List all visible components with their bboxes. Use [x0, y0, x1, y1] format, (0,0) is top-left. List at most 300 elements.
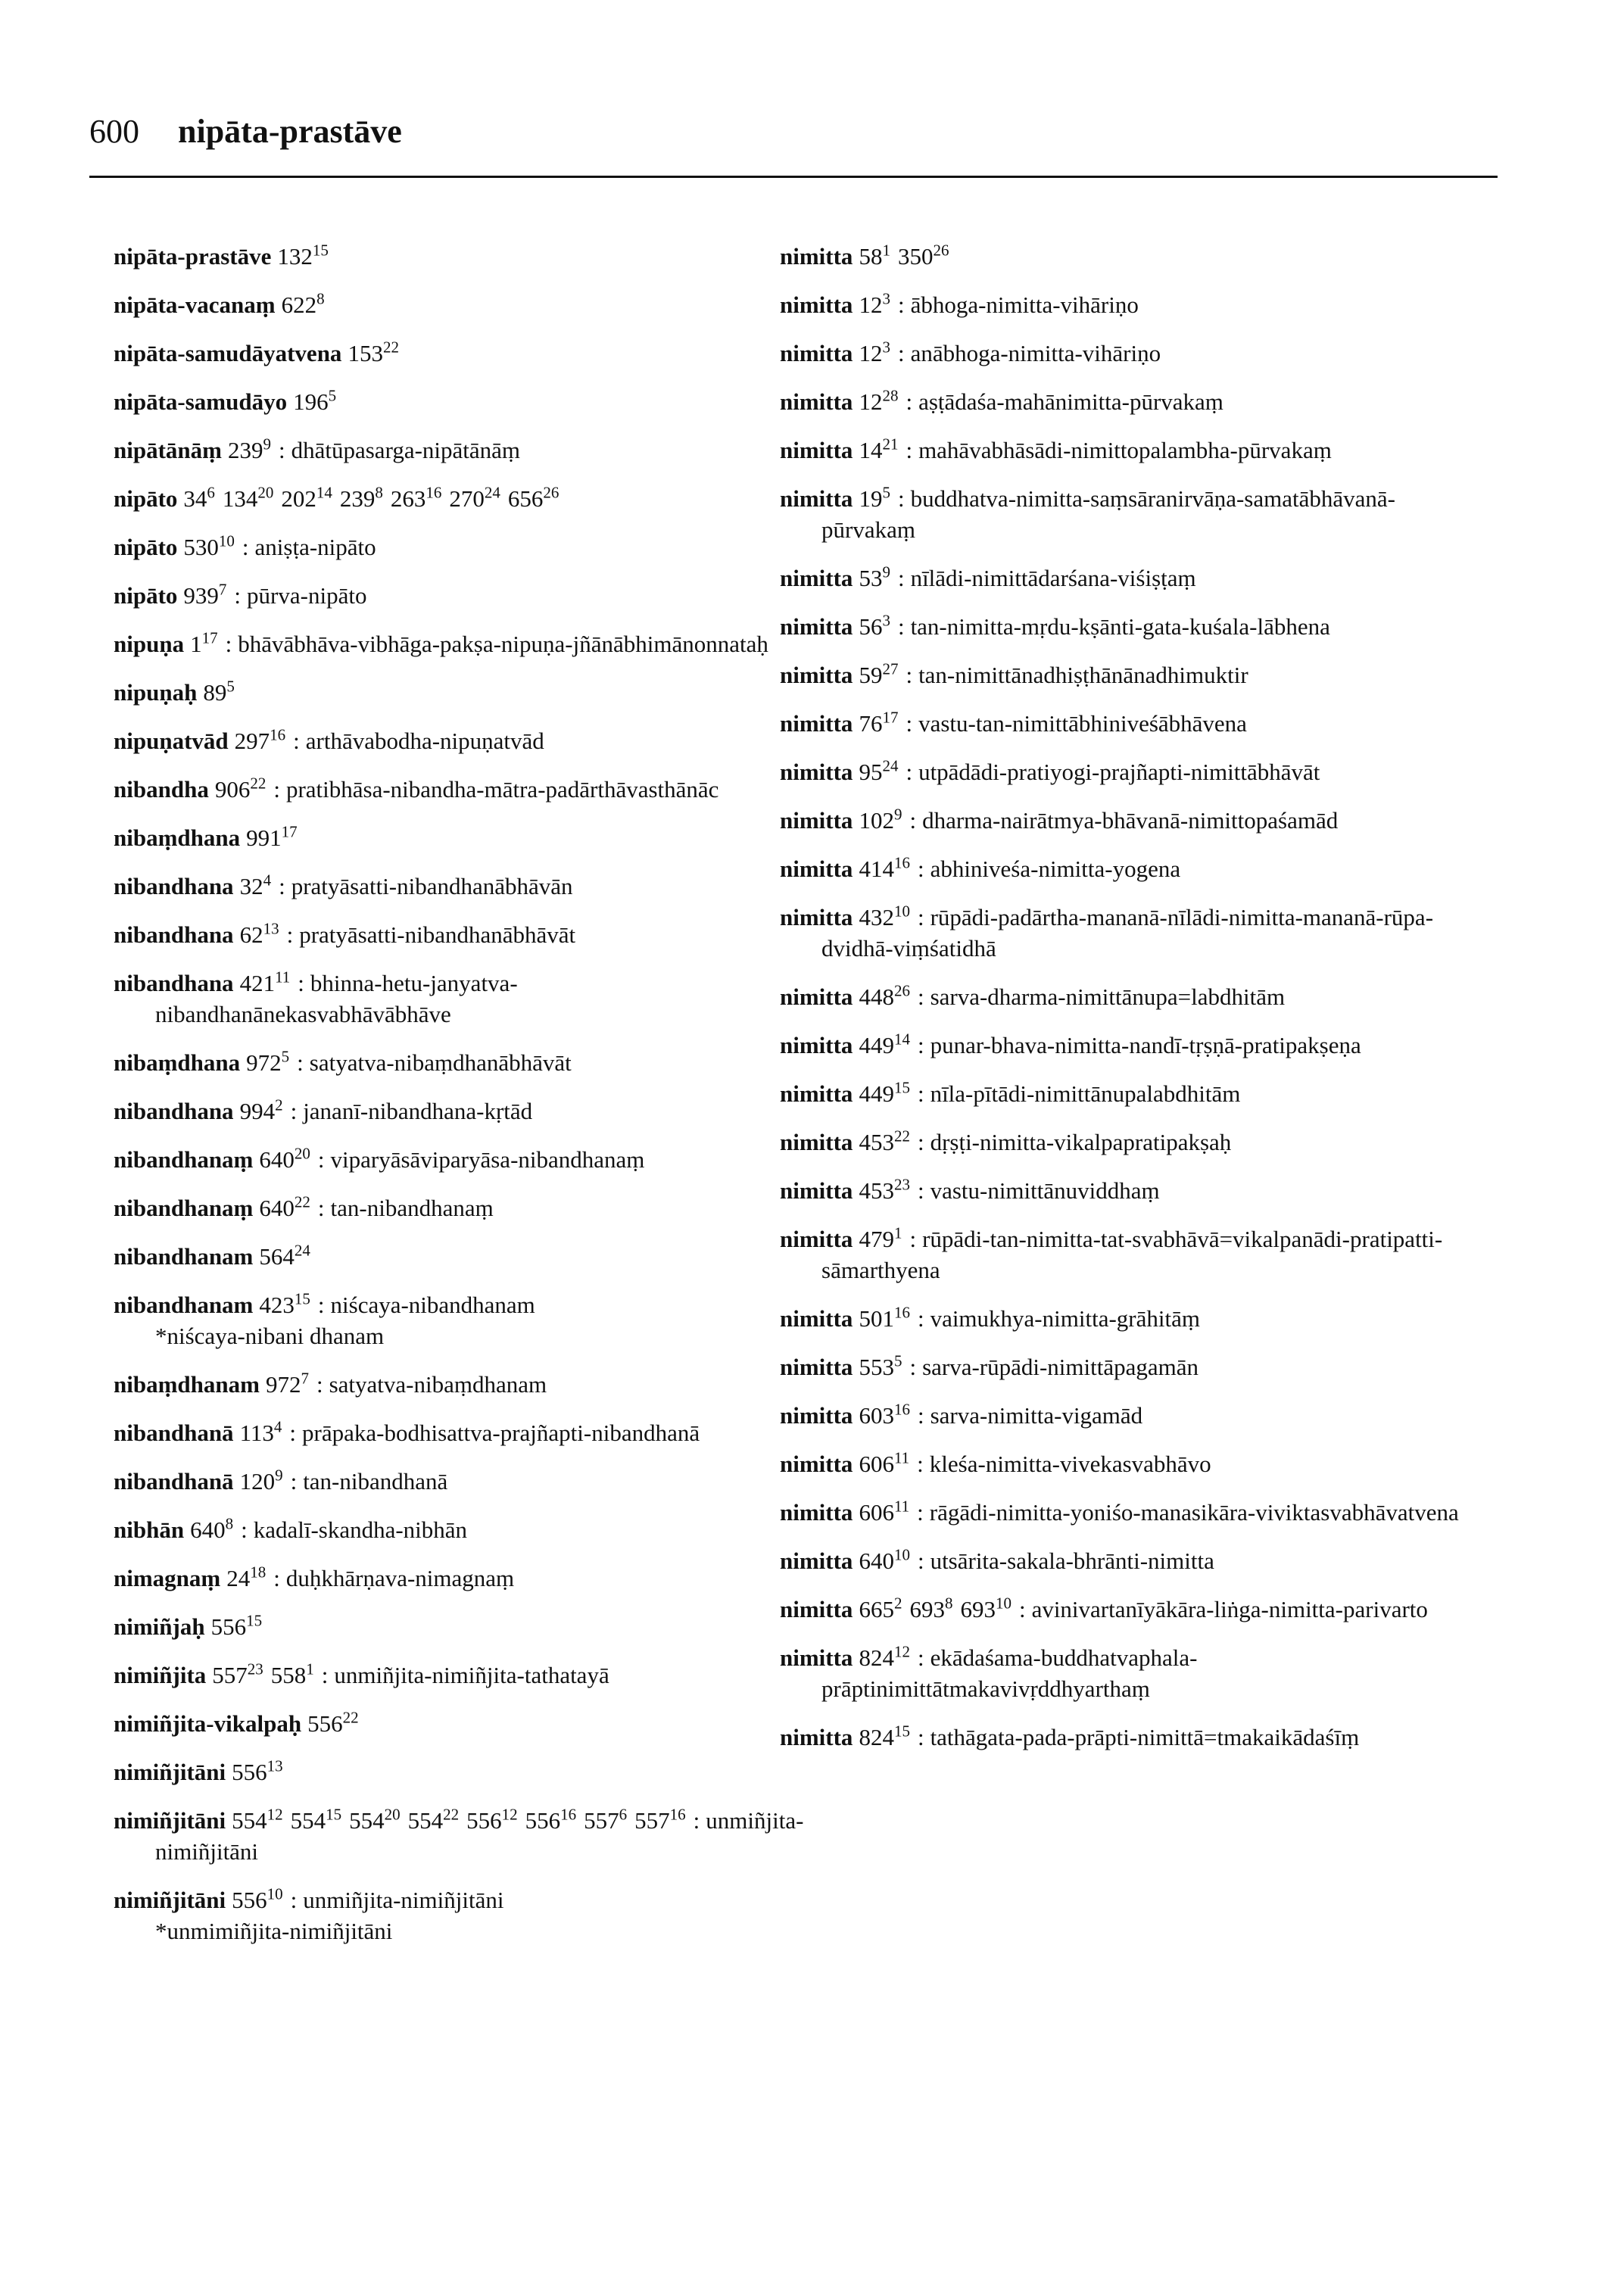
page-reference [859, 565, 890, 591]
reference-line: 26 [933, 241, 949, 260]
page-reference [859, 1402, 910, 1429]
entry-context: unmiñjita-nimiñjita-tathatayā [334, 1662, 609, 1688]
entry-references [293, 388, 344, 415]
index-entry [780, 902, 1461, 964]
entry-headword: nimitta [780, 243, 853, 270]
reference-page: 556 [210, 1613, 247, 1640]
page-reference [293, 388, 336, 415]
entry-separator: : [909, 807, 917, 834]
entry-references [859, 983, 918, 1010]
index-entry [780, 1175, 1461, 1206]
reference-line: 7 [218, 580, 227, 599]
page-reference [240, 970, 291, 996]
entry-headword: nibaṃdhana [114, 1049, 241, 1076]
entry-references [183, 582, 234, 609]
reference-page: 556 [232, 1887, 267, 1913]
page-reference [281, 485, 332, 512]
entry-separator: : [897, 613, 905, 640]
entry-references [859, 485, 898, 512]
page-reference [232, 1884, 283, 1913]
reference-page: 606 [859, 1499, 894, 1526]
reference-page: 554 [290, 1807, 326, 1834]
entry-references [859, 565, 898, 591]
entry-separator: : [909, 1354, 917, 1380]
index-entry [114, 1884, 795, 1946]
entry-references [859, 1305, 918, 1332]
reference-line: 27 [882, 659, 899, 678]
page-reference [340, 485, 383, 512]
page-reference [282, 291, 325, 318]
entry-separator: : [693, 1807, 700, 1834]
reference-line: 9 [263, 435, 271, 454]
reference-line: 12 [267, 1805, 283, 1824]
index-entry [114, 1660, 795, 1691]
entry-references [259, 1289, 318, 1318]
reference-page: 132 [277, 243, 313, 270]
reference-line: 16 [893, 1303, 910, 1322]
reference-page: 449 [859, 1080, 894, 1107]
index-entry [780, 1223, 1461, 1286]
entry-references [859, 1080, 918, 1107]
page-reference [349, 1807, 401, 1834]
index-entry [114, 725, 795, 756]
entry-references [246, 824, 305, 851]
reference-line: 17 [201, 628, 218, 647]
entry-references [859, 388, 906, 415]
entry-references [859, 756, 906, 785]
entry-context: kadalī-skandha-nibhān [253, 1516, 468, 1543]
entry-headword: nipuṇa [114, 631, 185, 657]
reference-line: 23 [893, 1175, 910, 1194]
entry-headword: nipuṇatvād [114, 728, 229, 754]
entry-headword: nibandhanaṃ [114, 1146, 254, 1173]
reference-page: 59 [859, 662, 883, 688]
entry-context: vastu-nimittānuviddhaṃ [930, 1177, 1160, 1204]
entry-references [228, 437, 279, 463]
entry-headword: nipāto [114, 534, 178, 560]
reference-line: 22 [342, 1708, 359, 1727]
entry-references [859, 1596, 1019, 1622]
reference-line: 16 [893, 853, 910, 872]
reference-page: 102 [859, 807, 894, 834]
reference-line: 15 [326, 1805, 342, 1824]
entry-headword: nipāta-vacanaṃ [114, 291, 276, 318]
index-entry [780, 1594, 1461, 1625]
reference-page: 501 [859, 1305, 894, 1332]
entry-context: pūrva-nipāto [247, 582, 367, 609]
entry-context: tan-nimitta-mṛdu-kṣānti-gata-kuśala-lābhena [910, 613, 1330, 640]
page-reference [246, 1049, 289, 1076]
reference-line: 11 [275, 968, 291, 986]
entry-references [215, 776, 274, 803]
reference-line: 16 [270, 725, 286, 744]
entry-headword: nimitta [780, 983, 853, 1010]
page-reference [271, 1662, 314, 1688]
entry-separator: : [289, 1420, 297, 1446]
index-entry [780, 1400, 1461, 1431]
page-reference [859, 710, 898, 737]
entry-headword: nibaṃdhanam [114, 1371, 260, 1398]
index-entry [780, 483, 1461, 545]
entry-context: sarva-rūpādi-nimittāpagamān [922, 1354, 1199, 1380]
entry-headword: nimitta [780, 1644, 853, 1671]
index-entry [114, 1466, 795, 1497]
reference-page: 939 [183, 582, 219, 609]
index-entry [114, 1047, 795, 1078]
reference-page: 479 [859, 1226, 894, 1252]
entry-context: unmiñjita-nimiñjitāni [155, 1807, 804, 1865]
index-entry [780, 1303, 1461, 1334]
entry-context: niścaya-nibandhanam [330, 1292, 535, 1318]
entry-references [859, 904, 918, 930]
index-entry [780, 1127, 1461, 1158]
entry-separator: : [317, 1195, 325, 1221]
page-reference [259, 1289, 310, 1318]
entry-separator: : [225, 631, 232, 657]
reference-page: 423 [259, 1292, 295, 1318]
entry-headword: nimitta [780, 1226, 853, 1252]
reference-line: 1 [893, 1223, 902, 1242]
entry-separator: : [917, 1080, 924, 1107]
entry-references [859, 659, 906, 688]
index-entry [114, 1289, 795, 1351]
entry-references [859, 1724, 918, 1750]
entry-headword: nimiñjaḥ [114, 1613, 205, 1640]
page-reference [859, 1223, 902, 1252]
entry-references [859, 291, 898, 318]
entry-context: ābhoga-nimitta-vihāriṇo [910, 291, 1139, 318]
reference-line: 12 [893, 1642, 910, 1661]
entry-headword: nibhān [114, 1516, 185, 1543]
page-number: 600 [89, 113, 139, 150]
entry-context: rūpādi-padārtha-mananā-nīlādi-nimitta-mananā-rūpa-dvidhā-viṃśatidhā [821, 904, 1434, 962]
index-entry [780, 386, 1461, 417]
entry-separator: : [317, 1292, 325, 1318]
page-reference [859, 1177, 910, 1204]
page-reference [859, 485, 890, 512]
page-reference [246, 824, 298, 851]
reference-line: 22 [382, 338, 399, 357]
reference-page: 58 [859, 243, 883, 270]
page-reference [859, 1644, 910, 1671]
entry-headword: nibandhana [114, 921, 234, 948]
entry-separator: : [906, 388, 913, 415]
reference-line: 14 [893, 1030, 910, 1049]
entry-separator: : [917, 1724, 924, 1750]
entry-context: bhinna-hetu-janyatva-nibandhanānekasvabhāvābhāve [155, 970, 518, 1027]
entry-headword: nipāta-samudāyo [114, 388, 288, 415]
reference-page: 606 [859, 1451, 894, 1477]
entry-references [203, 679, 242, 706]
entry-separator: : [298, 970, 304, 996]
reference-line: 1 [306, 1660, 314, 1678]
page-reference [183, 582, 226, 609]
header-rule [89, 176, 1498, 178]
page-reference [228, 437, 271, 463]
entry-references [259, 1243, 318, 1270]
entry-headword: nimitta [780, 565, 853, 591]
entry-references [859, 437, 906, 463]
entry-headword: nibandhanam [114, 1243, 254, 1270]
page-reference [259, 1192, 310, 1221]
entry-headword: nipāta-prastāve [114, 243, 272, 270]
entry-headword: nimitta [780, 710, 853, 737]
entry-headword: nimitta [780, 759, 853, 785]
reference-page: 640 [190, 1516, 226, 1543]
index-entry [780, 241, 1461, 272]
page-reference [183, 485, 215, 512]
reference-line: 22 [443, 1805, 460, 1824]
index-entry [780, 1448, 1461, 1479]
entry-context: kleśa-nimitta-vivekasvabhāvo [929, 1451, 1211, 1477]
index-entry [780, 563, 1461, 594]
reference-page: 453 [859, 1129, 894, 1155]
entry-context: pratyāsatti-nibandhanābhāvān [291, 873, 573, 899]
reference-line: 24 [294, 1241, 310, 1260]
page-reference [240, 1098, 283, 1124]
reference-line: 16 [560, 1805, 577, 1824]
reference-page: 62 [239, 921, 263, 948]
entry-references [240, 873, 279, 899]
reference-line: 8 [944, 1594, 953, 1613]
reference-page: 95 [859, 759, 883, 785]
entry-separator: : [906, 437, 913, 463]
entry-context: buddhatva-nimitta-saṃsāranirvāṇa-samatābhāvanā-pūrvakaṃ [821, 485, 1395, 543]
entry-headword: nimiñjita-vikalpaḥ [114, 1710, 302, 1737]
entry-headword: nipāto [114, 582, 178, 609]
reference-page: 196 [293, 388, 329, 415]
reference-line: 18 [250, 1563, 267, 1582]
page-reference [859, 756, 899, 785]
entry-context: anābhoga-nimitta-vihāriṇo [910, 340, 1161, 366]
reference-line: 11 [893, 1497, 910, 1516]
entry-headword: nimitta [780, 437, 853, 463]
page-reference [239, 1417, 282, 1446]
right-column [780, 241, 1461, 1770]
reference-line: 5 [893, 1351, 902, 1370]
entry-references [859, 1129, 918, 1155]
entry-context: sarva-dharma-nimittānupa=labdhitām [930, 983, 1286, 1010]
entry-headword: nimitta [780, 1177, 853, 1204]
index-entry [114, 628, 795, 659]
entry-separator: : [290, 1887, 298, 1913]
index-entry [780, 1351, 1461, 1382]
entry-context: prāpaka-bodhisattva-prajñapti-nibandhanā [302, 1420, 700, 1446]
entry-context: dṛṣṭi-nimitta-vikalpapratipakṣaḥ [930, 1129, 1232, 1155]
page-reference [859, 904, 910, 930]
reference-page: 693 [909, 1596, 945, 1622]
entry-headword: nimitta [780, 291, 853, 318]
reference-page: 24 [226, 1565, 251, 1591]
index-entry [114, 968, 795, 1030]
reference-page: 693 [960, 1596, 996, 1622]
index-entry [114, 1192, 795, 1223]
index-entry [114, 1241, 795, 1272]
index-entry [114, 289, 795, 320]
reference-line: 10 [893, 902, 910, 921]
entry-separator: : [909, 1226, 917, 1252]
reference-page: 622 [281, 291, 317, 318]
index-entry [780, 853, 1461, 884]
entry-separator: : [241, 1516, 248, 1543]
index-entry [114, 1563, 795, 1594]
entry-references [232, 1884, 291, 1913]
index-entry [780, 1078, 1461, 1109]
reference-line: 9 [893, 805, 902, 824]
page-reference [859, 1448, 910, 1477]
reference-page: 12 [859, 388, 883, 415]
entry-separator: : [317, 1146, 325, 1173]
reference-line: 15 [294, 1289, 310, 1308]
entry-separator: : [917, 1499, 924, 1526]
reference-page: 270 [449, 485, 485, 512]
reference-page: 554 [407, 1807, 444, 1834]
index-entry [780, 805, 1461, 836]
entry-separator: : [897, 340, 905, 366]
entry-references [859, 807, 909, 834]
entry-context: dhātūpasarga-nipātānāṃ [291, 437, 521, 463]
index-entry [780, 289, 1461, 320]
entry-separator: : [917, 1451, 924, 1477]
page-reference [909, 1596, 952, 1622]
entry-separator: : [286, 921, 294, 948]
entry-separator: : [917, 1548, 924, 1574]
entry-context: rūpādi-tan-nimitta-tat-svabhāvā=vikalpanādi-pratipatti-sāmarthyena [821, 1226, 1443, 1283]
page-reference [960, 1596, 1011, 1622]
entry-references [859, 1223, 909, 1252]
index-entry [114, 531, 795, 563]
reference-line: 10 [893, 1545, 910, 1564]
entry-references [859, 340, 898, 366]
index-entry [114, 1096, 795, 1127]
reference-line: 20 [294, 1144, 310, 1163]
reference-line: 8 [375, 483, 383, 502]
entry-headword: nipāta-samudāyatvena [114, 340, 342, 366]
reference-page: 453 [859, 1177, 894, 1204]
entry-references [183, 531, 242, 560]
entry-references [859, 1402, 918, 1429]
entry-headword: nimitta [780, 613, 853, 640]
page-reference [859, 1545, 910, 1574]
reference-line: 26 [893, 981, 910, 1000]
entry-references [266, 1371, 316, 1398]
page-reference [226, 1565, 266, 1591]
entry-headword: nimitta [780, 856, 853, 882]
page-reference [634, 1807, 686, 1834]
reference-page: 824 [859, 1644, 894, 1671]
page-reference [859, 659, 899, 688]
page-reference [859, 807, 902, 834]
index-entry [114, 241, 795, 272]
reference-line: 22 [294, 1192, 310, 1211]
index-entry [114, 580, 795, 611]
page-reference [240, 873, 272, 899]
entry-references [307, 1710, 366, 1737]
reference-page: 12 [859, 291, 883, 318]
reference-line: 3 [882, 611, 890, 630]
entry-separator: : [234, 582, 242, 609]
entry-context: unmiñjita-nimiñjitāni [303, 1887, 504, 1913]
entry-references [211, 1613, 270, 1640]
entry-references [859, 1448, 917, 1477]
entry-separator: : [917, 904, 924, 930]
entry-context: tan-nimittānadhiṣṭhānānadhimuktir [918, 662, 1248, 688]
reference-page: 553 [859, 1354, 894, 1380]
entry-headword: nimiñjita [114, 1662, 207, 1688]
reference-page: 824 [859, 1724, 894, 1750]
index-entry [114, 1708, 795, 1739]
entry-context: satyatva-nibaṃdhanam [329, 1371, 547, 1398]
page-reference [859, 1724, 910, 1750]
page-reference [211, 1613, 263, 1640]
reference-line: 3 [882, 289, 890, 308]
reference-line: 10 [218, 531, 235, 550]
entry-separator: : [897, 485, 905, 512]
reference-page: 89 [203, 679, 227, 706]
reference-page: 556 [307, 1710, 343, 1737]
page-reference [859, 1129, 910, 1155]
reference-line: 9 [275, 1466, 283, 1485]
entry-headword: nimitta [780, 485, 853, 512]
entry-separator: : [290, 1468, 298, 1495]
entry-headword: nibandhanā [114, 1468, 234, 1495]
page-reference [291, 1807, 342, 1834]
entry-separator: : [917, 1177, 924, 1204]
page-reference [508, 485, 560, 512]
running-title: nipāta-prastāve [178, 113, 402, 150]
left-column [114, 241, 804, 1964]
reference-page: 554 [349, 1807, 385, 1834]
reference-page: 564 [259, 1243, 295, 1270]
entry-headword: nimitta [780, 388, 853, 415]
page-reference [525, 1807, 577, 1834]
entry-headword: nimitta [780, 1354, 853, 1380]
reference-line: 1 [882, 241, 890, 260]
reference-line: 5 [281, 1047, 290, 1066]
index-entry [114, 1417, 795, 1448]
entry-context: rāgādi-nimitta-yoniśo-manasikāra-viviktasvabhāvatvena [929, 1499, 1459, 1526]
entry-references [859, 1032, 918, 1058]
entry-context: tathāgata-pada-prāpti-nimittā=tmakaikādaśīṃ [930, 1724, 1360, 1750]
reference-page: 32 [239, 873, 263, 899]
entry-separator: : [917, 1402, 924, 1429]
page-reference [215, 776, 267, 803]
entry-headword: nimitta [780, 1548, 853, 1574]
reference-page: 421 [239, 970, 276, 996]
entry-references [240, 1468, 291, 1495]
reference-page: 350 [897, 243, 934, 270]
entry-references [859, 1351, 909, 1380]
reference-page: 640 [259, 1195, 295, 1221]
reference-line: 15 [246, 1611, 263, 1630]
entry-headword: nimitta [780, 1499, 853, 1526]
index-entry [780, 756, 1461, 787]
entry-separator: : [917, 856, 924, 882]
entry-headword: nimiñjitāni [114, 1759, 226, 1785]
reference-line: 13 [267, 1756, 283, 1775]
entry-headword: nimagnaṃ [114, 1565, 221, 1591]
page-reference [859, 437, 898, 463]
page-reference [859, 853, 910, 882]
entry-references [240, 1098, 291, 1124]
entry-references [240, 921, 287, 948]
entry-headword: nimiñjitāni [114, 1887, 226, 1913]
entry-separator: : [293, 728, 300, 754]
entry-separator: : [278, 437, 285, 463]
index-entry [780, 1545, 1461, 1576]
reference-line: 24 [882, 756, 899, 775]
reference-page: 1 [190, 631, 202, 657]
